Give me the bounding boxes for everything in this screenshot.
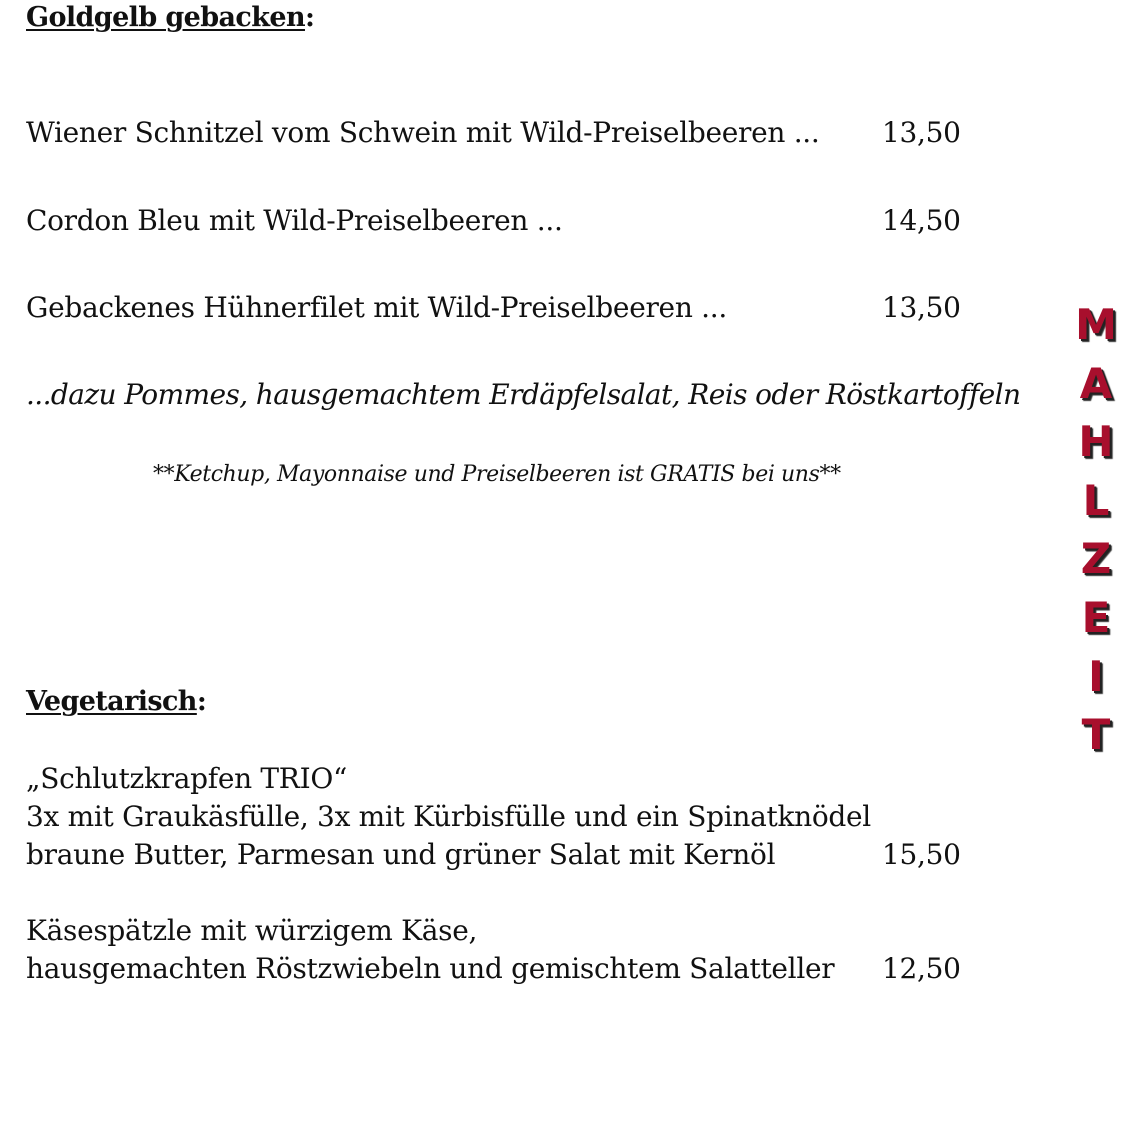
section-title-fried	[26, 2, 314, 33]
menu-item-name: Gebackenes Hühnerfilet mit Wild-Preiselbeeren ...	[26, 291, 727, 324]
menu-item-line: hausgemachten Röstzwiebeln und gemischtem Salatteller	[26, 952, 835, 985]
vertical-letter: A	[1079, 358, 1113, 408]
vertical-letter: M	[1075, 300, 1117, 349]
gratis-note: **Ketchup, Mayonnaise und Preiselbeeren ist GRATIS bei uns**	[153, 462, 841, 487]
menu-item-line: 3x mit Graukäsfülle, 3x mit Kürbisfülle und ein Spinatknödel	[26, 800, 871, 833]
vertical-letter: I	[1088, 651, 1104, 701]
section-title-colon: :	[304, 2, 315, 33]
section-title-vegetarian	[26, 686, 206, 717]
vertical-letter: E	[1081, 592, 1111, 642]
menu-item-price: 15,50	[882, 838, 961, 871]
menu-item-price: 12,50	[882, 952, 961, 985]
menu-item-price: 13,50	[882, 291, 961, 324]
menu-item-name: Cordon Bleu mit Wild-Preiselbeeren ...	[26, 204, 563, 237]
section-title-colon: :	[196, 686, 207, 717]
menu-item-line: „Schlutzkrapfen TRIO“	[26, 762, 348, 795]
section-title-text: Goldgelb gebacken	[26, 2, 305, 33]
menu-item-line: Käsespätzle mit würzigem Käse,	[26, 914, 478, 947]
vertical-letter: H	[1078, 417, 1114, 467]
section-title-text: Vegetarisch	[26, 686, 197, 717]
vertical-letter: Z	[1080, 534, 1112, 584]
vertical-letter: T	[1081, 710, 1111, 760]
vertical-letter: L	[1082, 475, 1110, 525]
menu-item-price: 14,50	[882, 204, 961, 237]
menu-item-price: 13,50	[882, 116, 961, 149]
menu-item-line: braune Butter, Parmesan und grüner Salat mit Kernöl	[26, 838, 776, 871]
menu-item-name: Wiener Schnitzel vom Schwein mit Wild-Preiselbeeren ...	[26, 116, 820, 149]
side-dish-note: ...dazu Pommes, hausgemachtem Erdäpfelsalat, Reis oder Röstkartoffeln	[26, 378, 1021, 411]
vertical-title-mahlzeit	[1066, 296, 1126, 765]
